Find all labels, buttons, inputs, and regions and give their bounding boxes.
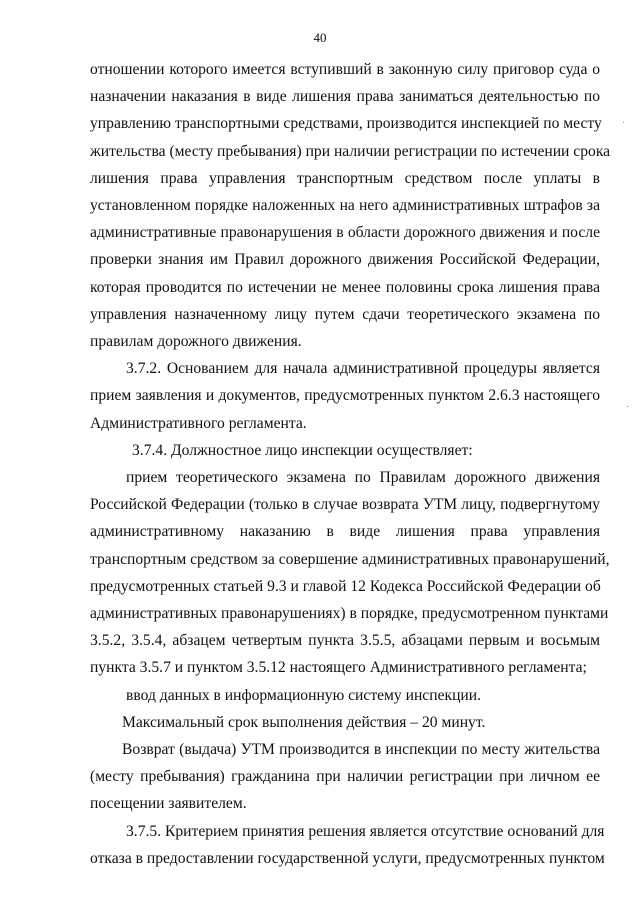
- text-line: пункта 3.5.7 и пунктом 3.5.12 настоящего Административного регламента;: [90, 659, 587, 677]
- text-line: 3.7.4. Должностное лицо инспекции осуществляет:: [132, 441, 473, 459]
- text-line: установленном порядке наложенных на него административных штрафов за: [90, 197, 600, 215]
- document-body: [90, 56, 611, 872]
- text-line: 3.7.5. Критерием принятия решения является отсутствие оснований для: [126, 822, 605, 840]
- text-line: транспортным средством за совершение административных правонарушений,: [90, 550, 610, 568]
- text-line: правилам дорожного движения.: [90, 333, 302, 351]
- text-line: посещении заявителем.: [90, 795, 247, 813]
- text-line: проверки знания им Правил дорожного движения Российской Федерации,: [90, 251, 600, 269]
- text-line: административных правонарушениях) в порядке, предусмотренном пунктами: [90, 605, 609, 623]
- text-line: жительства (месту пребывания) при наличии регистрации по истечении срока: [90, 142, 611, 160]
- text-line: прием теоретического экзамена по Правилам дорожного движения: [126, 469, 600, 487]
- text-line: отношении которого имеется вступивший в законную силу приговор суда о: [90, 61, 600, 78]
- text-line: предусмотренных статьей 9.3 и главой 12 Кодекса Российской Федерации об: [90, 577, 601, 595]
- text-line: управления назначенному лицу путем сдачи теоретического экзамена по: [90, 305, 600, 323]
- text-line: Административного регламента.: [90, 414, 307, 432]
- page-number: 40: [313, 30, 327, 45]
- scan-speck: ·: [622, 118, 626, 129]
- text-line: Максимальный срок выполнения действия – 20 минут.: [122, 713, 486, 731]
- text-line: отказа в предоставлении государственной услуги, предусмотренных пунктом: [90, 849, 605, 867]
- text-line: Российской Федерации (только в случае возврата УТМ лицу, подвергнутому: [90, 496, 600, 514]
- text-line: назначении наказания в виде лишения права заниматься деятельностью по: [90, 88, 600, 106]
- text-line: (месту пребывания) гражданина при наличии регистрации при личном ее: [90, 768, 600, 786]
- text-line: лишения права управления транспортным средством после уплаты в: [90, 169, 600, 187]
- text-line: Возврат (выдача) УТМ производится в инспекции по месту жительства: [122, 741, 600, 759]
- text-line: административному наказанию в виде лишения права управления: [90, 523, 600, 541]
- text-line: управлению транспортными средствами, производится инспекцией по месту: [90, 115, 602, 133]
- text-line: 3.5.2, 3.5.4, абзацем четвертым пункта 3.5.5, абзацами первым и восьмым: [90, 632, 600, 650]
- text-line: которая проводится по истечении не менее половины срока лишения права: [90, 278, 600, 296]
- text-line: административные правонарушения в области дорожного движения и после: [90, 224, 600, 242]
- text-line: 3.7.2. Основанием для начала административной процедуры является: [126, 360, 600, 378]
- text-line: прием заявления и документов, предусмотренных пунктом 2.6.3 настоящего: [90, 387, 600, 405]
- text-line: ввод данных в информационную систему инспекции.: [126, 686, 482, 704]
- scan-speck: ·: [626, 402, 630, 413]
